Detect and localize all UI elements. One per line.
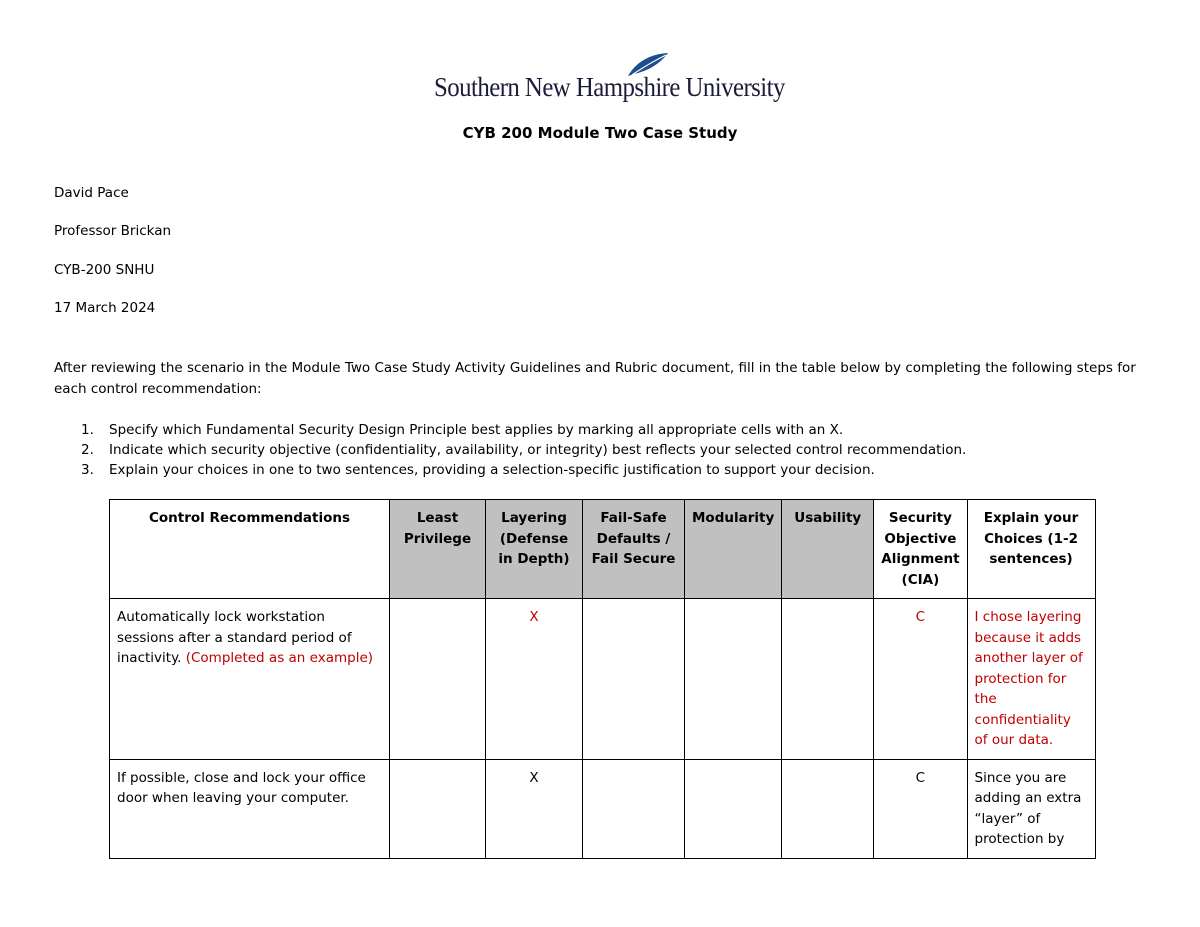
cell-control: If possible, close and lock your office door when leaving your computer. bbox=[110, 759, 390, 858]
course-name: CYB-200 SNHU bbox=[54, 262, 155, 278]
list-item bbox=[54, 460, 1154, 480]
header-explain: Explain your Choices (1-2 sentences) bbox=[967, 500, 1095, 599]
controls-table bbox=[109, 499, 1096, 859]
cell-objective: C bbox=[874, 759, 967, 858]
header-layering: Layering (Defense in Depth) bbox=[486, 500, 583, 599]
list-number: 2. bbox=[81, 442, 94, 458]
list-text: Explain your choices in one to two sentences, providing a selection-specific justification to support your decision. bbox=[109, 462, 875, 478]
cell-modularity bbox=[685, 759, 782, 858]
header-objective: Security Objective Alignment (CIA) bbox=[874, 500, 967, 599]
university-logo bbox=[434, 52, 785, 108]
author-name: David Pace bbox=[54, 185, 129, 201]
table-row bbox=[110, 599, 1096, 760]
header-control: Control Recommendations bbox=[110, 500, 390, 599]
cell-fail-safe bbox=[583, 599, 685, 760]
cell-usability bbox=[782, 759, 874, 858]
header-least-privilege: Least Privilege bbox=[390, 500, 486, 599]
list-number: 3. bbox=[81, 462, 94, 478]
cell-control bbox=[110, 599, 390, 760]
table-header-row bbox=[110, 500, 1096, 599]
cell-layering: X bbox=[486, 759, 583, 858]
document-title: CYB 200 Module Two Case Study bbox=[462, 124, 738, 142]
header-usability: Usability bbox=[782, 500, 874, 599]
cell-least-privilege bbox=[390, 759, 486, 858]
cell-least-privilege bbox=[390, 599, 486, 760]
logo-text: Southern New Hampshire University bbox=[434, 72, 785, 102]
cell-explain: Since you are adding an extra “layer” of protection by bbox=[967, 759, 1095, 858]
cell-layering: X bbox=[486, 599, 583, 760]
cell-explain: I chose layering because it adds another layer of protection for the confidentiality of our data. bbox=[967, 599, 1095, 760]
professor-name: Professor Brickan bbox=[54, 223, 172, 239]
header-modularity: Modularity bbox=[685, 500, 782, 599]
cell-usability bbox=[782, 599, 874, 760]
list-text: Indicate which security objective (confidentiality, availability, or integrity) best reflects your selected control recommendation. bbox=[109, 442, 967, 458]
steps-list bbox=[54, 420, 1154, 480]
table-row bbox=[110, 759, 1096, 858]
control-text: Automatically lock workstation sessions after a standard period of inactivity. bbox=[117, 609, 352, 666]
cell-fail-safe bbox=[583, 759, 685, 858]
list-number: 1. bbox=[81, 422, 94, 438]
header-fail-safe: Fail-Safe Defaults / Fail Secure bbox=[583, 500, 685, 599]
cell-modularity bbox=[685, 599, 782, 760]
list-text: Specify which Fundamental Security Design Principle best applies by marking all appropriate cells with an X. bbox=[109, 422, 844, 438]
document-date: 17 March 2024 bbox=[54, 300, 156, 316]
intro-paragraph: After reviewing the scenario in the Module Two Case Study Activity Guidelines and Rubric document, fill in the table below by completing the following steps for each control recommendation: bbox=[54, 360, 1136, 397]
list-item bbox=[54, 440, 1154, 460]
example-note: (Completed as an example) bbox=[185, 650, 374, 666]
list-item bbox=[54, 420, 1154, 440]
cell-objective: C bbox=[874, 599, 967, 760]
